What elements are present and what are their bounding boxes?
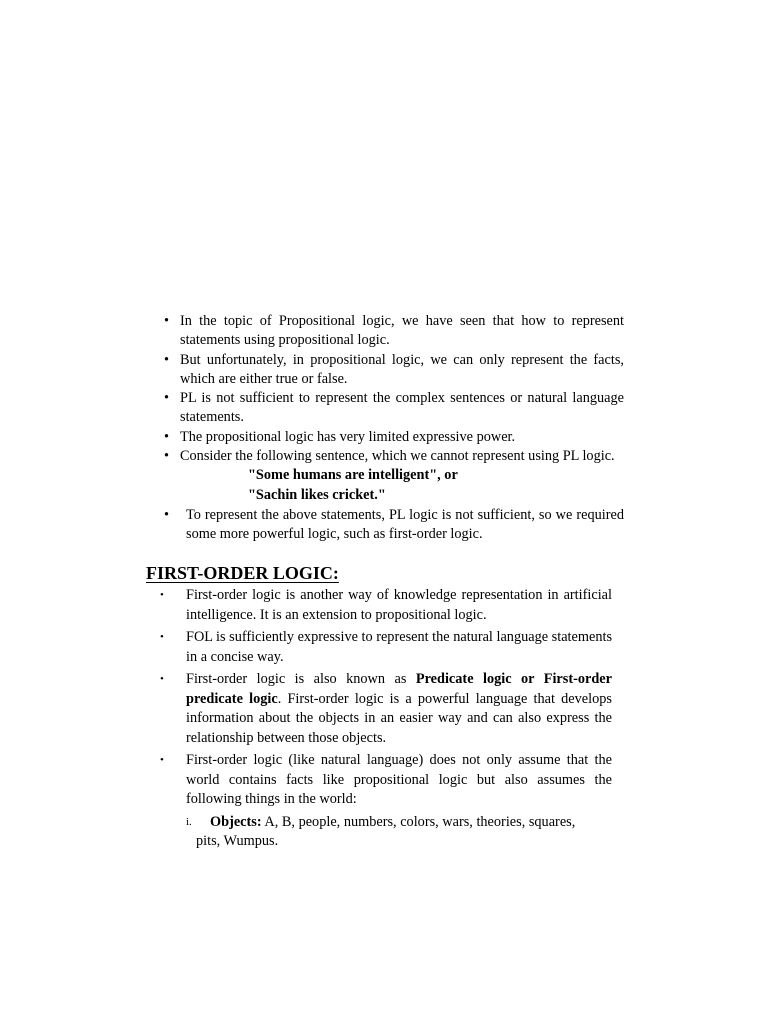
list-item — [164, 389, 624, 428]
list-item — [164, 428, 624, 447]
bullet-text-start: First-order logic is also known as — [186, 671, 416, 687]
bullet-text: But unfortunately, in propositional logic, we can only represent the facts, which are either true or false. — [180, 351, 624, 387]
sub-list-item — [186, 813, 612, 852]
list-item — [160, 670, 612, 748]
bullet-icon: • — [160, 589, 164, 601]
bullet-icon: • — [160, 673, 164, 685]
bullet-text-bold: Predicate logic or First-order predicate logic — [186, 671, 612, 707]
section-heading: FIRST-ORDER LOGIC: — [146, 563, 339, 583]
list-item — [164, 312, 624, 351]
list-item — [164, 351, 624, 390]
bullet-icon: • — [164, 390, 170, 407]
bullet-icon: • — [160, 754, 164, 766]
bullet-icon: • — [164, 506, 170, 523]
sub-item-text: A, B, people, numbers, colors, wars, theories, squares, — [261, 813, 576, 830]
bullet-text: The propositional logic has very limited expressive power. — [180, 428, 516, 445]
bullet-icon: • — [160, 631, 164, 643]
list-item — [164, 447, 624, 505]
example-quote: "Some humans are intelligent", or — [248, 467, 458, 484]
intro-bullet-list — [164, 312, 624, 545]
roman-numeral: i. — [186, 815, 192, 828]
sub-item-label: Objects: — [210, 813, 262, 830]
bullet-icon: • — [164, 428, 170, 445]
sub-list — [186, 813, 612, 852]
list-item — [160, 751, 612, 852]
list-item — [160, 586, 612, 625]
bullet-icon: • — [164, 448, 170, 465]
bullet-text-end: . First-order logic is a powerful language that develops information about the objects in an easier way and can also express the relationship between those objects. — [186, 690, 612, 746]
bullet-icon: • — [164, 313, 170, 329]
bullet-icon: • — [164, 351, 170, 368]
bullet-text: Consider the following sentence, which we cannot represent using PL logic. — [180, 448, 615, 465]
bullet-text: FOL is sufficiently expressive to represent the natural language statements in a concise way. — [186, 629, 613, 665]
bullet-text: To represent the above statements, PL logic is not sufficient, so we required some more powerful logic, such as first-order logic. — [186, 506, 624, 543]
list-item — [160, 628, 612, 667]
list-item — [164, 506, 624, 545]
example-quote: "Sachin likes cricket." — [248, 486, 386, 503]
bullet-text: First-order logic (like natural language) does not only assume that the world contains facts like propositional logic but also assumes the following things in the world: — [186, 752, 612, 807]
bullet-text: First-order logic is another way of knowledge representation in artificial intelligence. It is an extension to propositional logic. — [186, 587, 612, 623]
bullet-text: PL is not sufficient to represent the complex sentences or natural language statements. — [180, 390, 624, 426]
sub-item-text-continued: pits, Wumpus. — [196, 833, 279, 849]
bullet-text: In the topic of Propositional logic, we have seen that how to represent statements using propositional logic. — [180, 313, 624, 349]
fol-bullet-list — [160, 586, 612, 855]
